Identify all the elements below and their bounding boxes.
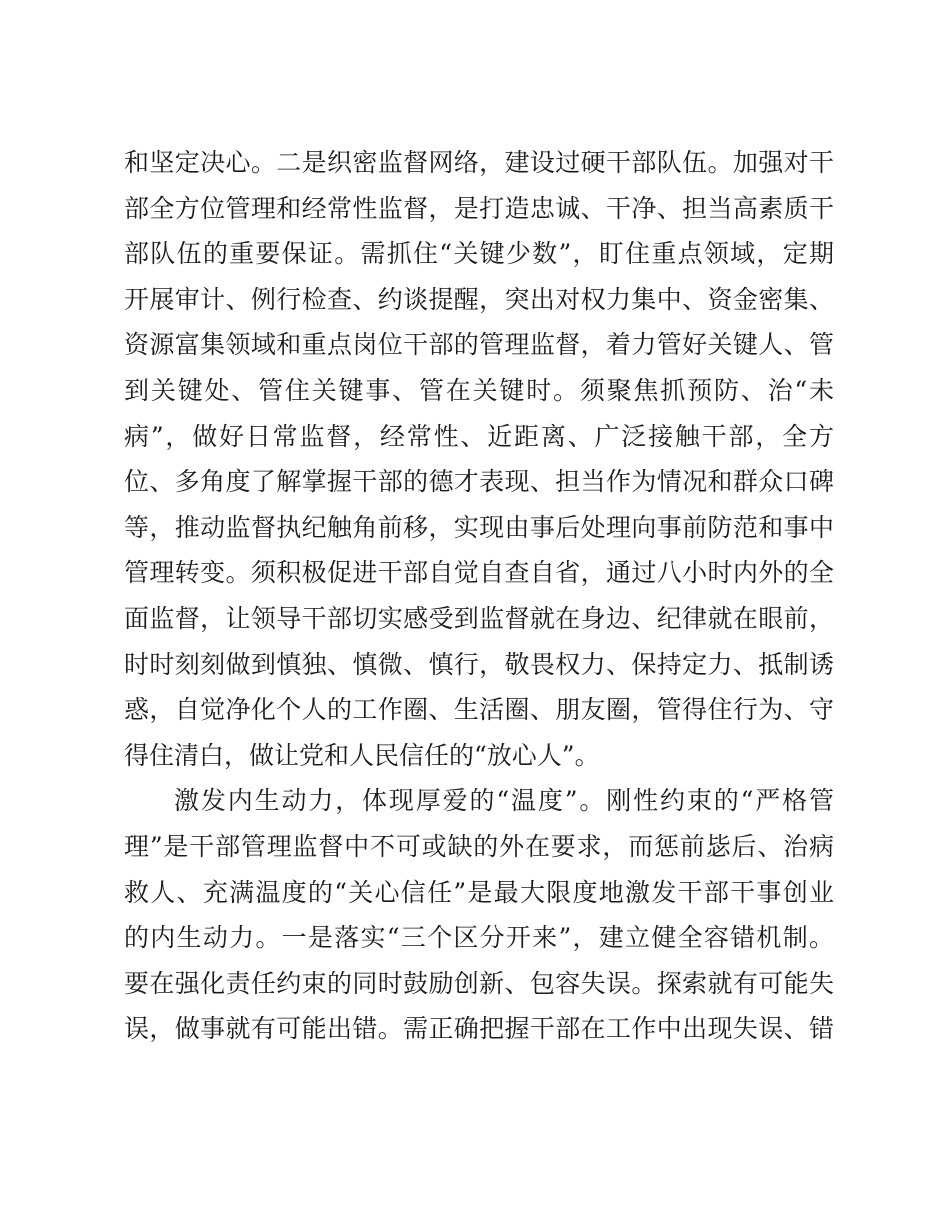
text-line: 部全方位管理和经常性监督，是打造忠诚、干净、担当高素质干	[124, 193, 834, 223]
text-line: 等，推动监督执纪触角前移，实现由事后处理向事前防范和事中	[124, 512, 834, 542]
text-line: 开展审计、例行检查、约谈提醒，突出对权力集中、资金密集、	[124, 284, 834, 314]
text-line: 时时刻刻做到慎独、慎微、慎行，敬畏权力、保持定力、抵制诱	[124, 649, 834, 679]
text-line: 误，做事就有可能出错。需正确把握干部在工作中出现失误、错	[124, 1014, 834, 1044]
paragraph-supervision-network	[124, 140, 834, 778]
text-line: 位、多角度了解掌握干部的德才表现、担当作为情况和群众口碑	[124, 467, 834, 497]
text-line: 和坚定决心。二是织密监督网络，建设过硬干部队伍。加强对干	[124, 148, 834, 177]
text-line: 面监督，让领导干部切实感受到监督就在身边、纪律就在眼前，	[124, 603, 834, 633]
text-line: 要在强化责任约束的同时鼓励创新、包容失误。探索就有可能失	[124, 968, 834, 998]
text-line: 激发内生动力，体现厚爱的“温度”。刚性约束的“严格管	[174, 786, 834, 816]
text-line: 到关键处、管住关键事、管在关键时。须聚焦抓预防、治“未	[124, 375, 834, 405]
text-line: 理”是干部管理监督中不可或缺的外在要求，而惩前毖后、治病	[124, 831, 834, 861]
text-line: 管理转变。须积极促进干部自觉自查自省，通过八小时内外的全	[124, 558, 834, 588]
paragraph-internal-motivation	[124, 778, 834, 1052]
text-line: 得住清白，做让党和人民信任的“放心人”。	[124, 740, 600, 770]
text-line: 救人、充满温度的“关心信任”是最大限度地激发干部干事创业	[124, 877, 834, 907]
text-line: 病”，做好日常监督，经常性、近距离、广泛接触干部，全方	[124, 421, 834, 451]
text-line: 部队伍的重要保证。需抓住“关键少数”，盯住重点领域，定期	[124, 239, 834, 269]
body-text	[124, 140, 834, 1052]
text-line: 惑，自觉净化个人的工作圈、生活圈、朋友圈，管得住行为、守	[124, 695, 834, 725]
text-line: 的内生动力。一是落实“三个区分开来”，建立健全容错机制。	[124, 923, 834, 953]
text-line: 资源富集领域和重点岗位干部的管理监督，着力管好关键人、管	[124, 330, 834, 360]
